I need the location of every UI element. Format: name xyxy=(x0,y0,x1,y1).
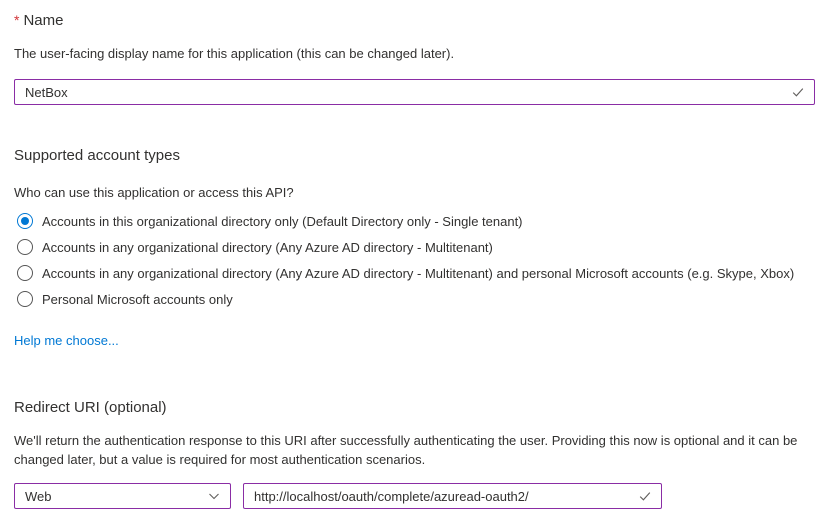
platform-select-value: Web xyxy=(25,488,52,504)
radio-option-single-tenant[interactable] xyxy=(14,208,815,234)
account-types-radio-group xyxy=(14,208,815,312)
radio-option-label: Accounts in any organizational directory (Any Azure AD directory - Multitenant) xyxy=(42,239,493,255)
radio-button-icon[interactable] xyxy=(17,239,33,255)
radio-option-multitenant-personal[interactable] xyxy=(14,260,815,286)
radio-option-label: Accounts in this organizational directory only (Default Directory only - Single tenant) xyxy=(42,213,523,229)
name-field-description: The user-facing display name for this application (this can be changed later). xyxy=(14,46,455,61)
name-input-value: NetBox xyxy=(25,84,68,100)
radio-option-personal-only[interactable] xyxy=(14,286,815,312)
radio-option-label: Personal Microsoft accounts only xyxy=(42,291,233,307)
name-field-title xyxy=(14,10,815,31)
redirect-uri-row xyxy=(14,483,815,509)
radio-option-multitenant[interactable] xyxy=(14,234,815,260)
name-field-title-text: Name xyxy=(23,12,64,29)
radio-button-icon[interactable] xyxy=(17,213,33,229)
account-types-question: Who can use this application or access this API? xyxy=(14,185,294,200)
radio-button-icon[interactable] xyxy=(17,291,33,307)
required-asterisk: * xyxy=(14,12,20,28)
radio-button-icon[interactable] xyxy=(17,265,33,281)
platform-select[interactable] xyxy=(14,483,231,509)
name-input[interactable] xyxy=(14,79,815,105)
radio-option-label: Accounts in any organizational directory (Any Azure AD directory - Multitenant) and personal Microsoft accounts (e.g. Skype, Xbox) xyxy=(42,265,795,281)
redirect-uri-input[interactable] xyxy=(243,483,662,509)
redirect-uri-title: Redirect URI (optional) xyxy=(14,399,167,416)
help-me-choose-link[interactable]: Help me choose... xyxy=(14,333,119,348)
chevron-down-icon xyxy=(206,488,222,504)
valid-checkmark-icon xyxy=(790,84,806,100)
valid-checkmark-icon xyxy=(637,488,653,504)
account-types-title: Supported account types xyxy=(14,147,180,164)
redirect-uri-input-value: http://localhost/oauth/complete/azuread-oauth2/ xyxy=(254,488,529,504)
redirect-uri-description: We'll return the authentication response to this URI after successfully authenticating the user. Providing this now is optional and it can be changed later, but a value is required for most authentication scenarios. xyxy=(14,433,798,467)
